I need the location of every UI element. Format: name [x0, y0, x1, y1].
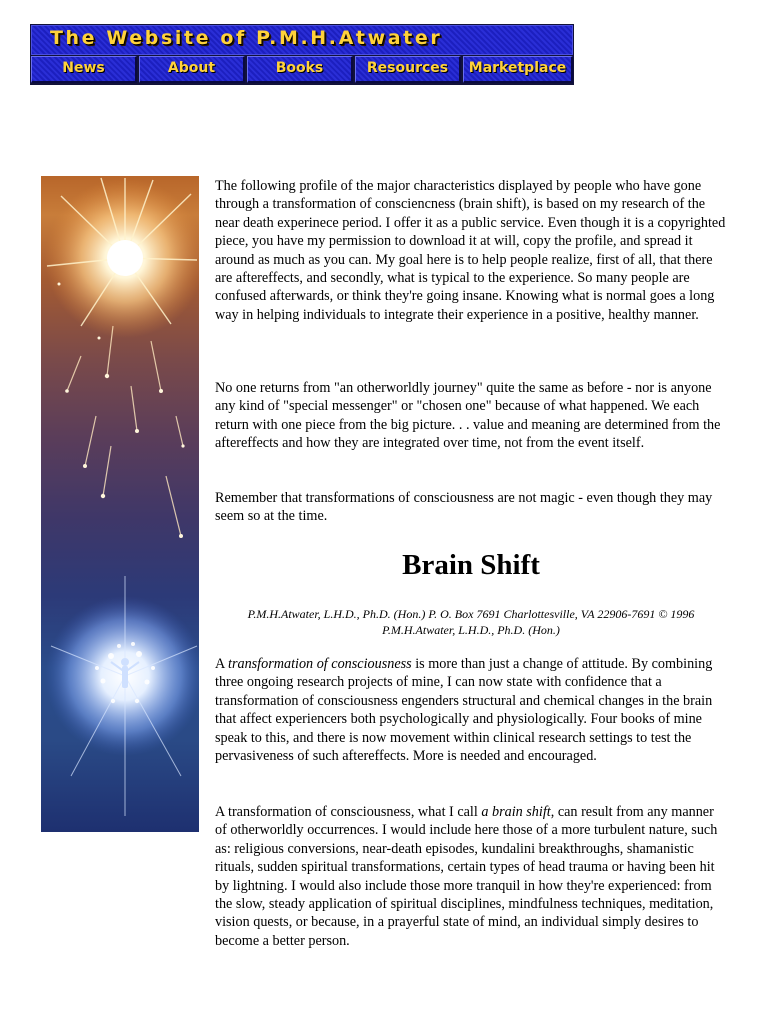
site-title-bar — [31, 25, 573, 55]
nav-about-button[interactable] — [139, 56, 245, 83]
article-paragraph-1-emphasis: transformation of consciousness — [228, 656, 412, 672]
nav-resources-button[interactable] — [355, 56, 461, 83]
nav-marketplace-label: Marketplace — [468, 60, 567, 76]
radiant-sun-icon — [41, 176, 199, 832]
article-paragraph-2 — [215, 803, 727, 950]
nav-books-button[interactable] — [247, 56, 353, 83]
nav-news-label: News — [62, 60, 105, 76]
nav-resources-label: Resources — [366, 60, 449, 76]
article-paragraph-1-rest: is more than just a change of attitude. By combining three ongoing research projects of mine, I can now state with confidence that a transformation of consciousness engenders structural and chemical changes in the brain that affect experiencers both psychologically and physiologically. Four books of mine speak to this, and there is now movement within clinical research settings to test the pervasiveness of such aftereffects. More is needed and encouraged. — [215, 656, 713, 765]
intro-paragraph-2: No one returns from "an otherworldly journey" quite the same as before - nor is anyone any kind of "special messenger" or "chosen one" because of what happened. We each return with one piece from the big picture. . . value and meaning are determined from the aftereffects and how they are integrated over time, not from the event itself. — [215, 380, 721, 452]
main-nav — [31, 56, 573, 83]
article-paragraph-2-emphasis: a brain shift — [481, 804, 551, 820]
nav-books-label: Books — [275, 60, 324, 76]
article-paragraph-1 — [215, 655, 727, 765]
nav-about-label: About — [167, 60, 216, 76]
article-paragraph-1-lead: A — [215, 656, 229, 672]
intro-paragraph-1: The following profile of the major characteristics displayed by people who have gone through a transformation of consciencness (brain shift), is based on my research of the near death experinece period. I offer it as a public service. Even though it is a copyrighted piece, you have my permission to download it at will, copy the profile, and spread it around as much as you can. My goal here is to help people realize, first of all, that there are aftereffects, and secondly, what is typical to the experience. So many people are confused afterwards, or think they're going insane. Knowing what is normal goes a long way in helping individuals to integrate their experience in a positive, healthy manner. — [215, 178, 726, 323]
article-paragraph-2-lead: A transformation of consciousness, what I call — [215, 804, 482, 820]
nav-marketplace-button[interactable] — [463, 56, 573, 83]
article-title: Brain Shift — [402, 549, 540, 581]
site-banner — [30, 24, 574, 85]
intro-paragraph-3: Remember that transformations of consciousness are not magic - even though they may seem so at the time. — [215, 490, 713, 525]
site-title: The Website of P.M.H.Atwater — [50, 27, 443, 49]
article-paragraph-2-rest: , can result from any manner of otherworldly occurrences. I would include here those of a more turbulent nature, such as: religious conversions, near-death episodes, kundalini breakthroughs, shamanistic rituals, sudden spiritual transformations, certain types of head trauma or having been hit by lightning. I would also include those more tranquil in how they're experienced: from the slow, steady application of spiritual disciplines, mindfulness techniques, meditation, vision quests, or because, in a prayerful state of mind, an individual simply desires to become a better person. — [215, 804, 718, 949]
side-painting-image — [41, 176, 199, 832]
nav-news-button[interactable] — [31, 56, 137, 83]
article-byline: P.M.H.Atwater, L.H.D., Ph.D. (Hon.) P. O. Box 7691 Charlottesville, VA 22906-7691 © 1996 P.M.H.Atwater, L.H.D., Ph.D. (Hon.) — [247, 607, 695, 637]
